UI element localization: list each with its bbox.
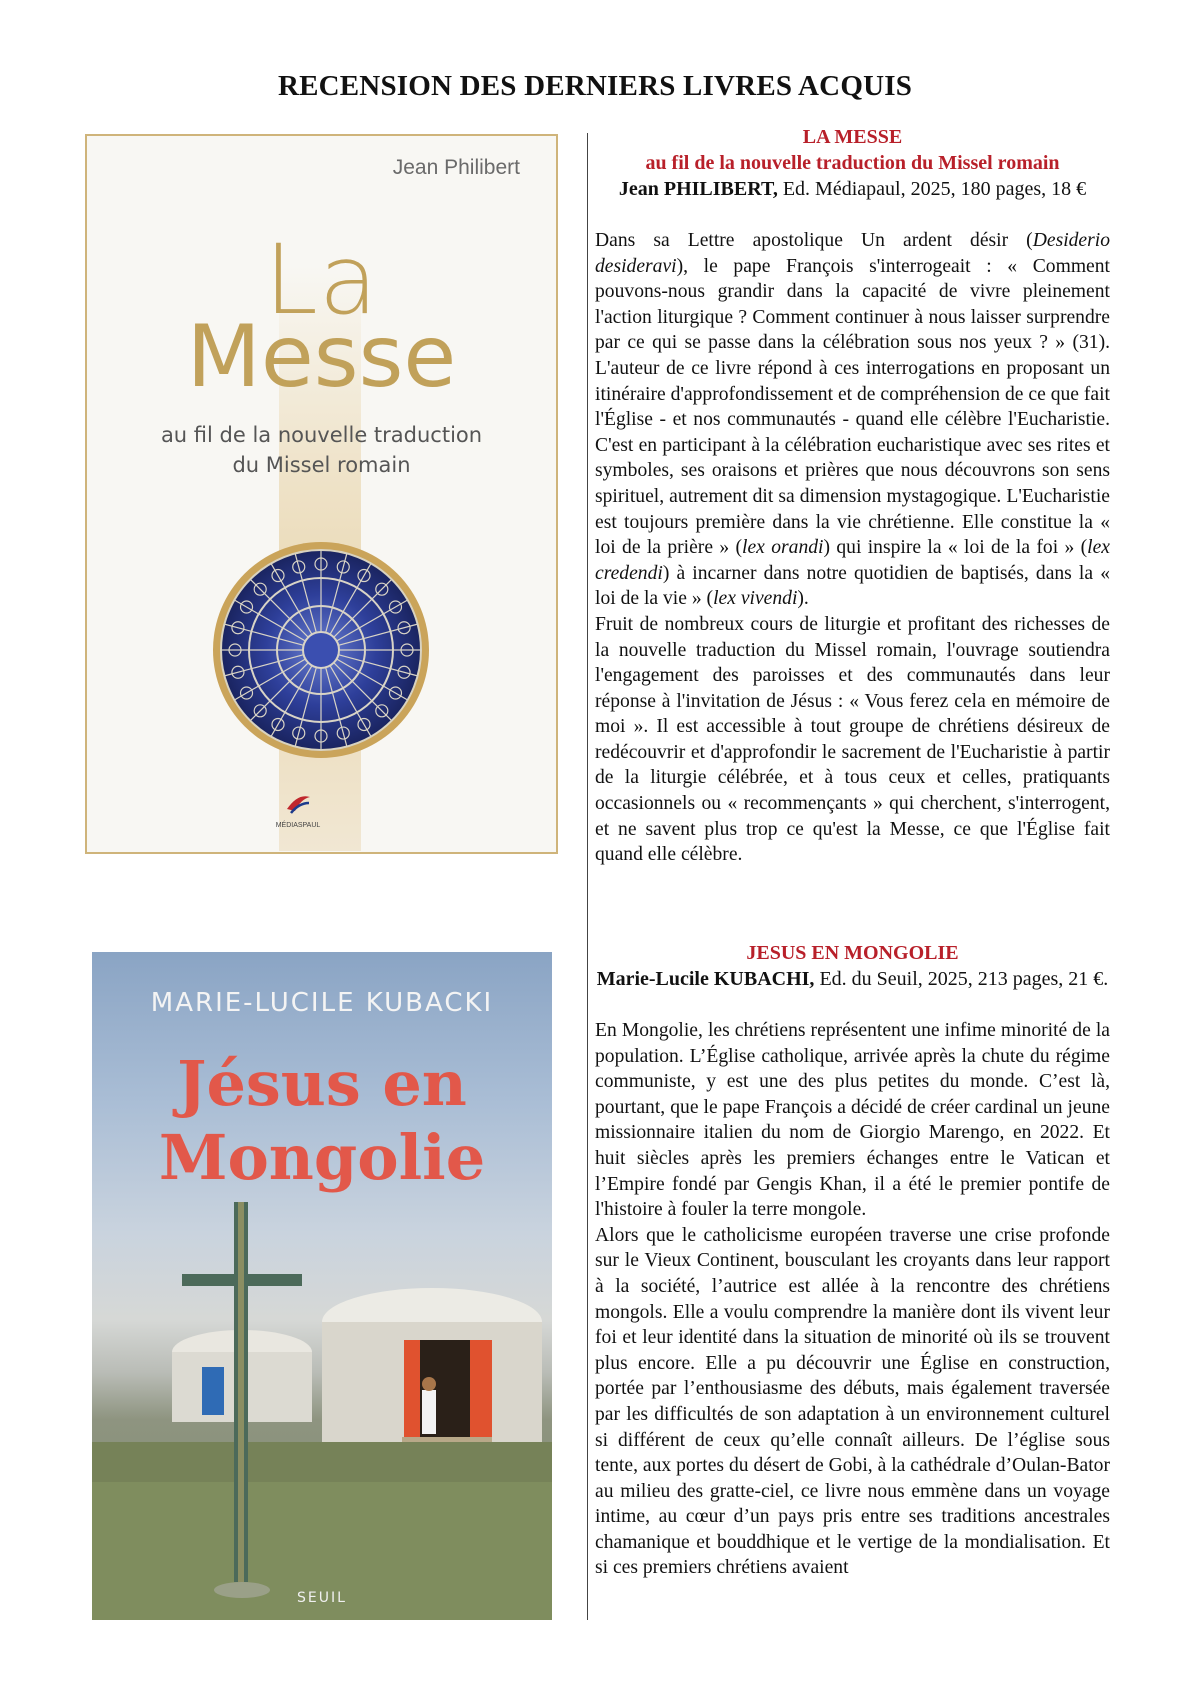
review-la-messe bbox=[595, 124, 1110, 868]
publisher-logo-icon bbox=[283, 791, 313, 817]
book-cover-la-messe bbox=[85, 134, 558, 854]
review1-details: Ed. Médiapaul, 2025, 180 pages, 18 € bbox=[777, 178, 1087, 200]
mongolia-cross-illustration bbox=[92, 1202, 552, 1620]
publisher-logo bbox=[273, 791, 323, 829]
cover2-title bbox=[92, 1047, 552, 1195]
rose-window-illustration bbox=[211, 540, 431, 760]
review1-meta bbox=[595, 176, 1110, 202]
review2-details: Ed. du Seuil, 2025, 213 pages, 21 €. bbox=[814, 968, 1109, 990]
cover-subtitle-line2: du Missel romain bbox=[232, 453, 411, 477]
review1-paragraph1: Dans sa Lettre apostolique Un ardent désir (Desiderio desideravi), le pape François s'interrogeait : « Comment pouvons-nous grandir dans la capacité de vivre pleinement l'action liturgique ? Comment continuer à nous laisser surprendre par ce qui se passe dans la célébration sous nos yeux ? » (31). L'auteur de ce livre répond à ces interrogations en proposant un itinéraire d'approfondissement et de compréhension de ce que fait l'Église - et nos communautés - quand elle célèbre l'Eucharistie. C'est en participant à la célébration eucharistique avec ses rites et symboles, ses oraisons et prières que nous découvrons son sens spirituel, autrement dit sa dimension mystagogique. L'Eucharistie est toujours première dans la vie chrétienne. Elle constitue la « loi de la prière » (lex orandi) qui inspire la « loi de la foi » (lex credendi) à incarner dans notre quotidien de baptisés, dans la « loi de la vie » (lex vivendi). bbox=[595, 230, 1110, 610]
cover2-title-line1: Jésus en bbox=[177, 1047, 467, 1120]
review1-paragraph2: Fruit de nombreux cours de liturgie et profitant des richesses de la nouvelle traduction du Missel romain, l'ouvrage soutiendra l'engagement des paroisses et des communautés dans leur réponse à l'invitation de Jésus : « Vous ferez cela en mémoire de moi ». Il est accessible à tout groupe de chrétiens désireux de redécouvrir et d'approfondir le sacrement de l'Eucharistie à partir de la liturgie célébrée, et à tous ceux et celles, pratiquants occasionnels ou « recommençants » qui cherchent, s'interrogent, et ne savent plus trop ce qu'est la Messe, ce que l'Église fait quand elle célèbre. bbox=[595, 613, 1110, 866]
column-divider bbox=[587, 133, 588, 1620]
cover2-title-line2: Mongolie bbox=[158, 1121, 486, 1194]
page-title: RECENSION DES DERNIERS LIVRES ACQUIS bbox=[277, 70, 913, 102]
publisher-name: MÉDIASPAUL bbox=[275, 822, 321, 829]
review2-meta bbox=[595, 966, 1110, 992]
book-cover-jesus-en-mongolie bbox=[92, 952, 552, 1620]
cover-subtitle bbox=[87, 420, 556, 480]
review1-subtitle: au fil de la nouvelle traduction du Missel romain bbox=[645, 152, 1060, 174]
cover-title-line2: Messe bbox=[186, 307, 457, 407]
cover-subtitle-line1: au fil de la nouvelle traduction bbox=[160, 423, 483, 447]
review2-title: JESUS EN MONGOLIE bbox=[746, 942, 959, 964]
review-jesus-en-mongolie bbox=[595, 940, 1110, 1581]
cover2-author: MARIE-LUCILE KUBACKI bbox=[150, 988, 494, 1018]
cover-author: Jean Philibert bbox=[392, 156, 520, 179]
review1-author: Jean PHILIBERT, bbox=[618, 178, 778, 200]
cover-title-line1: La bbox=[264, 224, 379, 336]
review2-author: Marie-Lucile KUBACHI, bbox=[596, 968, 815, 990]
review2-paragraph2: Alors que le catholicisme européen traverse une crise profonde sur le Vieux Continent, bousculant les croyants dans leur rapport à la société, l’autrice est allée à la rencontre des chrétiens mongols. Elle a voulu comprendre la manière dont ils vivent leur foi et leur identité dans la situation de minorité où ils se trouvent plus encore. Elle a pu découvrir une Église en construction, portée par l’enthousiasme des débuts, mais également traversée par les difficultés de son adaptation à un environnement culturel si différent de ceux qu’elle connaît ailleurs. De l’église sous tente, aux portes du désert de Gobi, à la cathédrale d’Oulan-Bator au milieu des gratte-ciel, ce livre nous emmène dans un voyage intime, au cœur d’un pays pris entre ses traditions ancestrales chamanique et bouddhique et le vertige de la mondialisation. Et si ces premiers chrétiens avaient bbox=[595, 1224, 1110, 1579]
review2-paragraph1: En Mongolie, les chrétiens représentent une infime minorité de la population. L’Église catholique, arrivée après la chute du régime communiste, y est une des plus petites du monde. C’est là, pourtant, que le pape François a décidé de créer cardinal un jeune missionnaire italien du nom de Giorgio Marengo, en 2022. Et huit siècles après les premiers échanges entre le Vatican et l’Empire fondé par Gengis Khan, il a été le premier pontife de l'histoire à fouler la terre mongole. bbox=[595, 1020, 1110, 1221]
review1-title: LA MESSE bbox=[802, 126, 903, 148]
cover2-publisher: SEUIL bbox=[297, 1590, 347, 1606]
